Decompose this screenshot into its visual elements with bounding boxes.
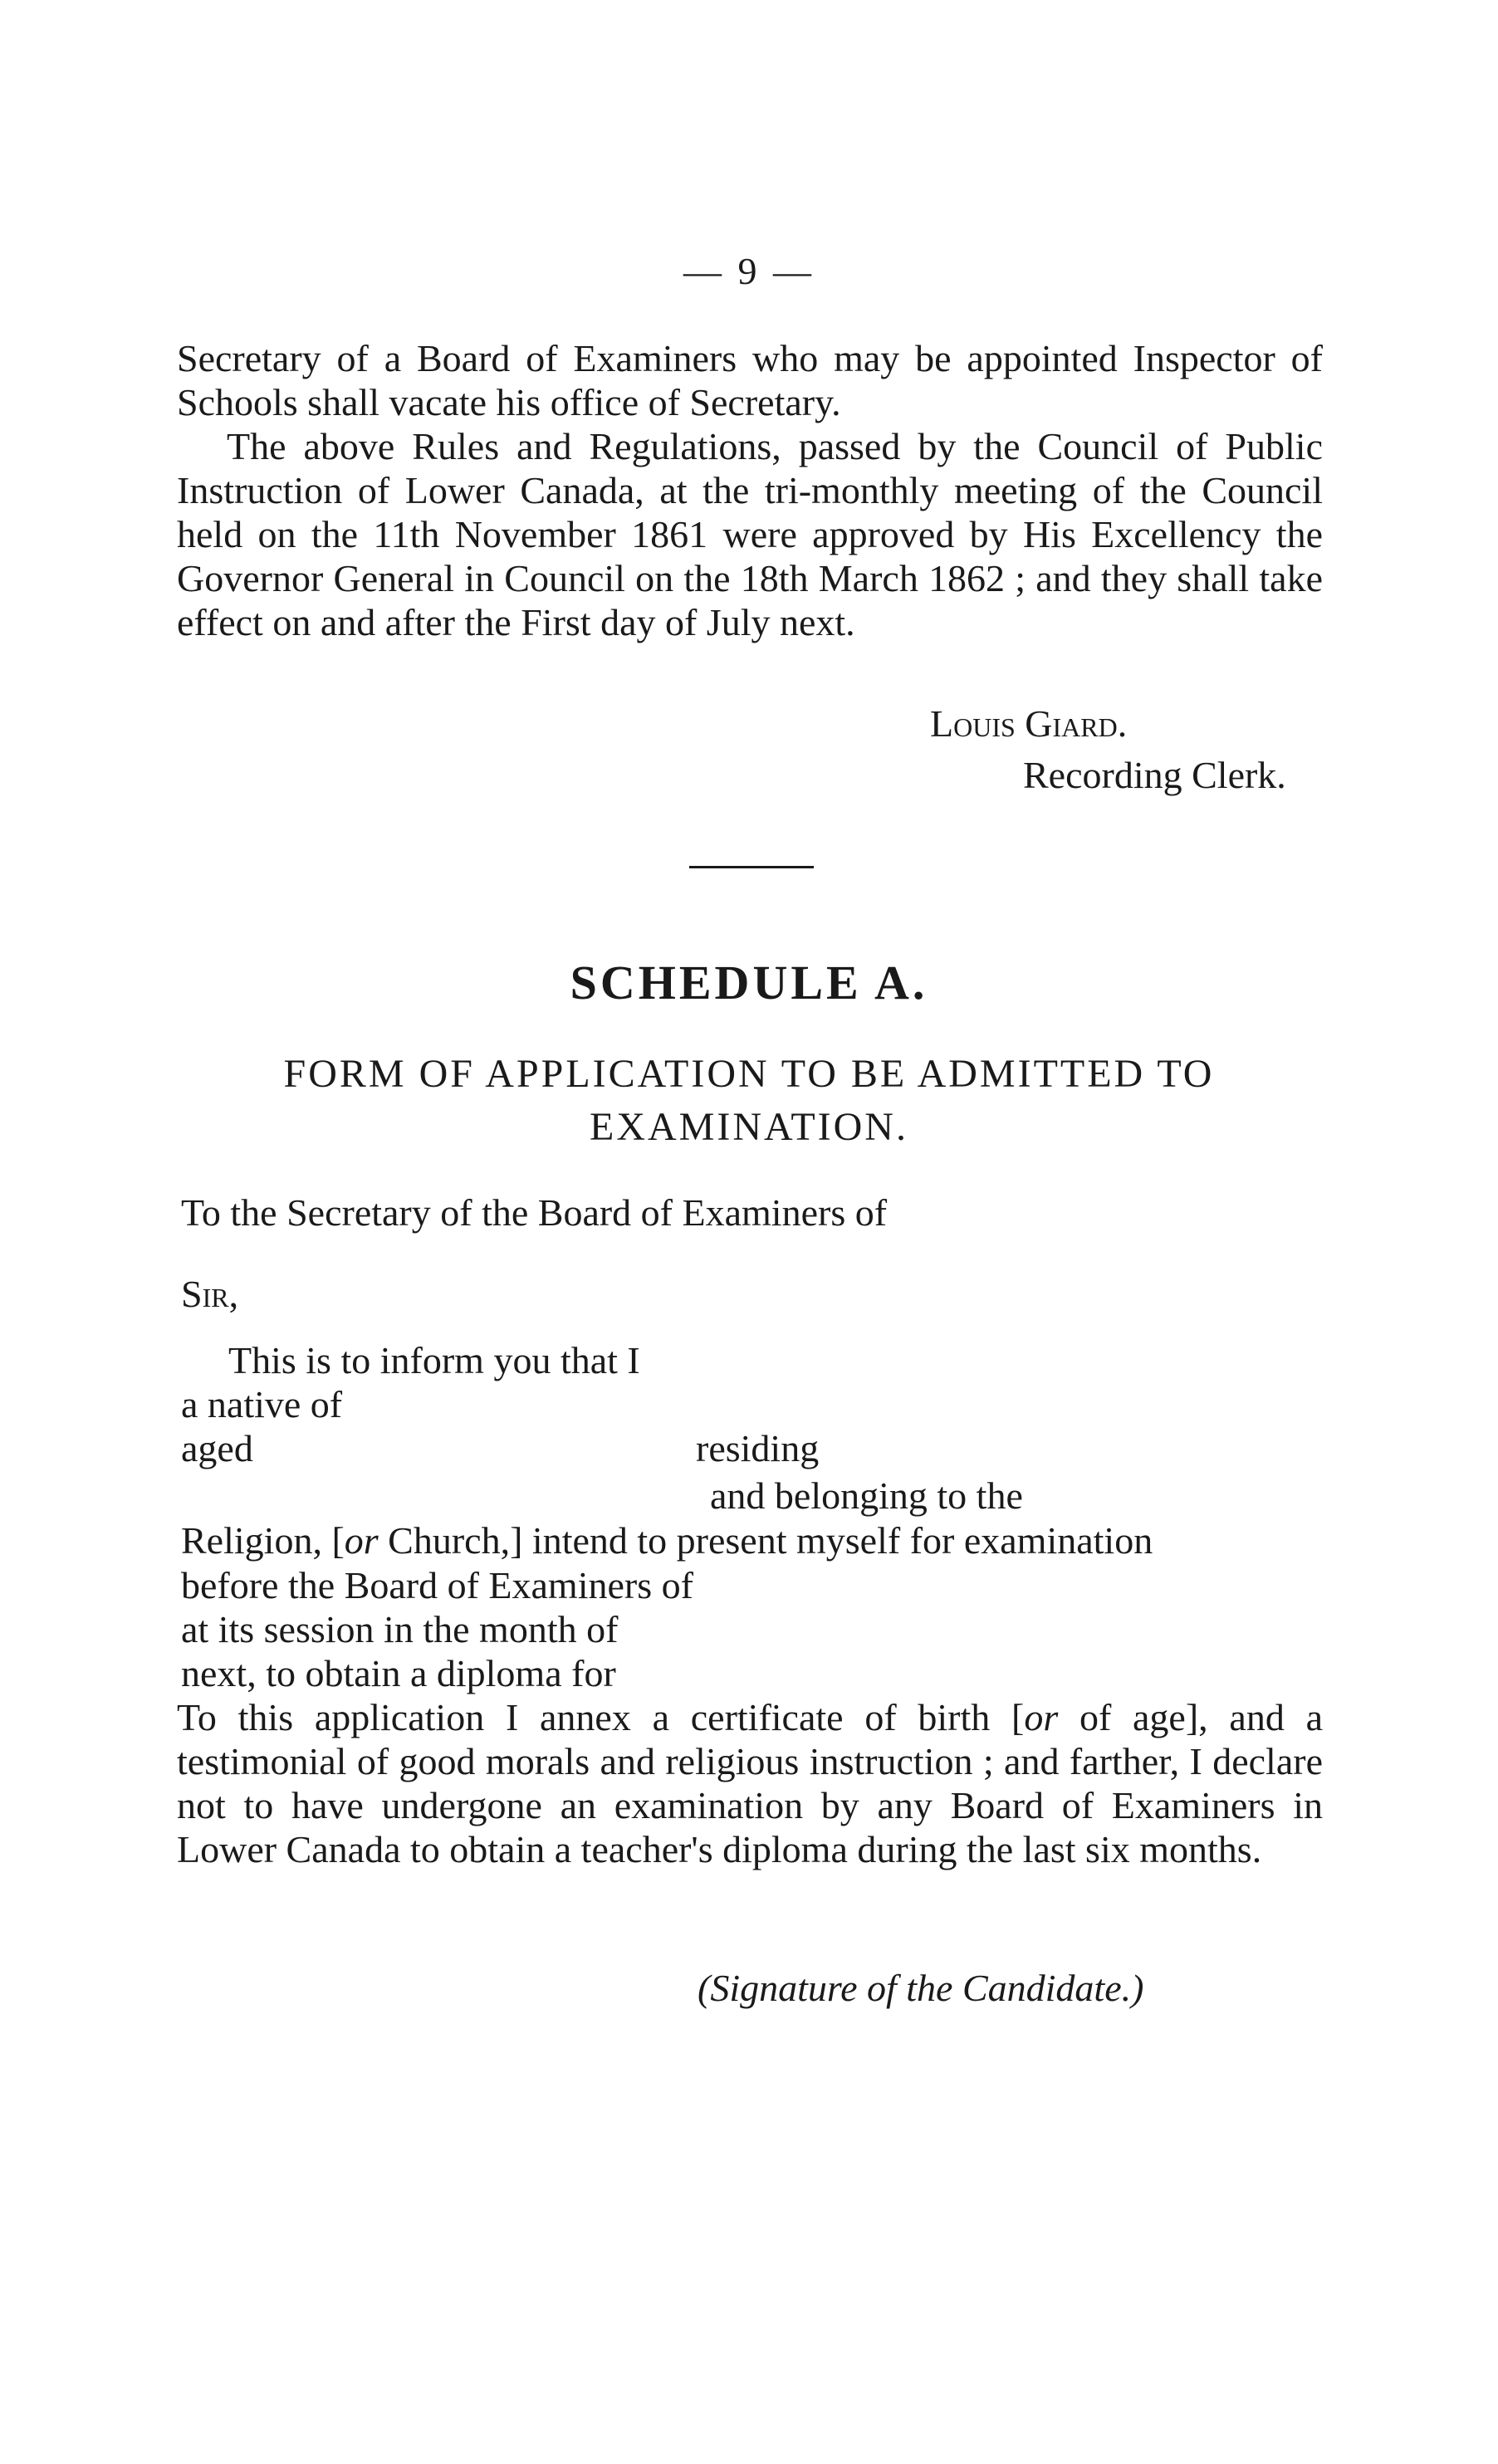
form-line-aged: aged — [181, 1427, 253, 1469]
form-annex-paragraph — [177, 1695, 1323, 1871]
religion-or: or — [344, 1519, 379, 1562]
form-line-inform: This is to inform you that I — [228, 1339, 640, 1381]
form-addressee: To the Secretary of the Board of Examiners of — [181, 1191, 888, 1234]
annex-text-end: of age], and a testimonial of good morals and religious instruction ; and farther, I declare not to have undergone an examination by any Board of Examiners in Lower Canada to obtain a teacher's diploma during the last six months. — [177, 1696, 1323, 1870]
page-number: — 9 — — [683, 250, 815, 292]
annex-text-start: To this application I annex a certificate of birth [ — [177, 1696, 1025, 1738]
form-line-native: a native of — [181, 1383, 343, 1425]
schedule-title: SCHEDULE A. — [570, 956, 928, 1010]
rules-text — [177, 336, 1323, 644]
paragraph-approval: The above Rules and Regulations, passed by the Council of Public Instruction of Lower Canada, at the tri-monthly meeting of the Council held on the 11th November 1861 were approved by His Excellency the Governor General in Council on the 18th March 1862 ; and they shall take effect on and after the First day of July next. — [177, 425, 1323, 643]
form-line-next: next, to obtain a diploma for — [181, 1652, 616, 1694]
form-line-residing: residing — [696, 1427, 820, 1469]
form-title: FORM OF APPLICATION TO BE ADMITTED TO EXAMINATION. — [283, 1052, 1215, 1149]
section-divider — [689, 866, 814, 868]
form-line-religion — [181, 1518, 1327, 1562]
annex-or: or — [1024, 1696, 1059, 1738]
form-line-before: before the Board of Examiners of — [181, 1564, 693, 1606]
form-line-belonging: and belonging to the — [710, 1474, 1023, 1517]
signatory-name: Louis Giard. — [930, 702, 1128, 745]
religion-text-start: Religion, [ — [181, 1519, 345, 1562]
paragraph-secretary: Secretary of a Board of Examiners who may be appointed Inspector of Schools shall vacate his office of Secretary. — [177, 337, 1323, 423]
form-salutation: Sir, — [181, 1273, 239, 1315]
religion-text-end: Church,] intend to present myself for examination — [378, 1519, 1153, 1562]
signatory-title: Recording Clerk. — [1023, 754, 1286, 796]
form-line-session: at its session in the month of — [181, 1608, 619, 1650]
candidate-signature-label: (Signature of the Candidate.) — [698, 1967, 1144, 2009]
